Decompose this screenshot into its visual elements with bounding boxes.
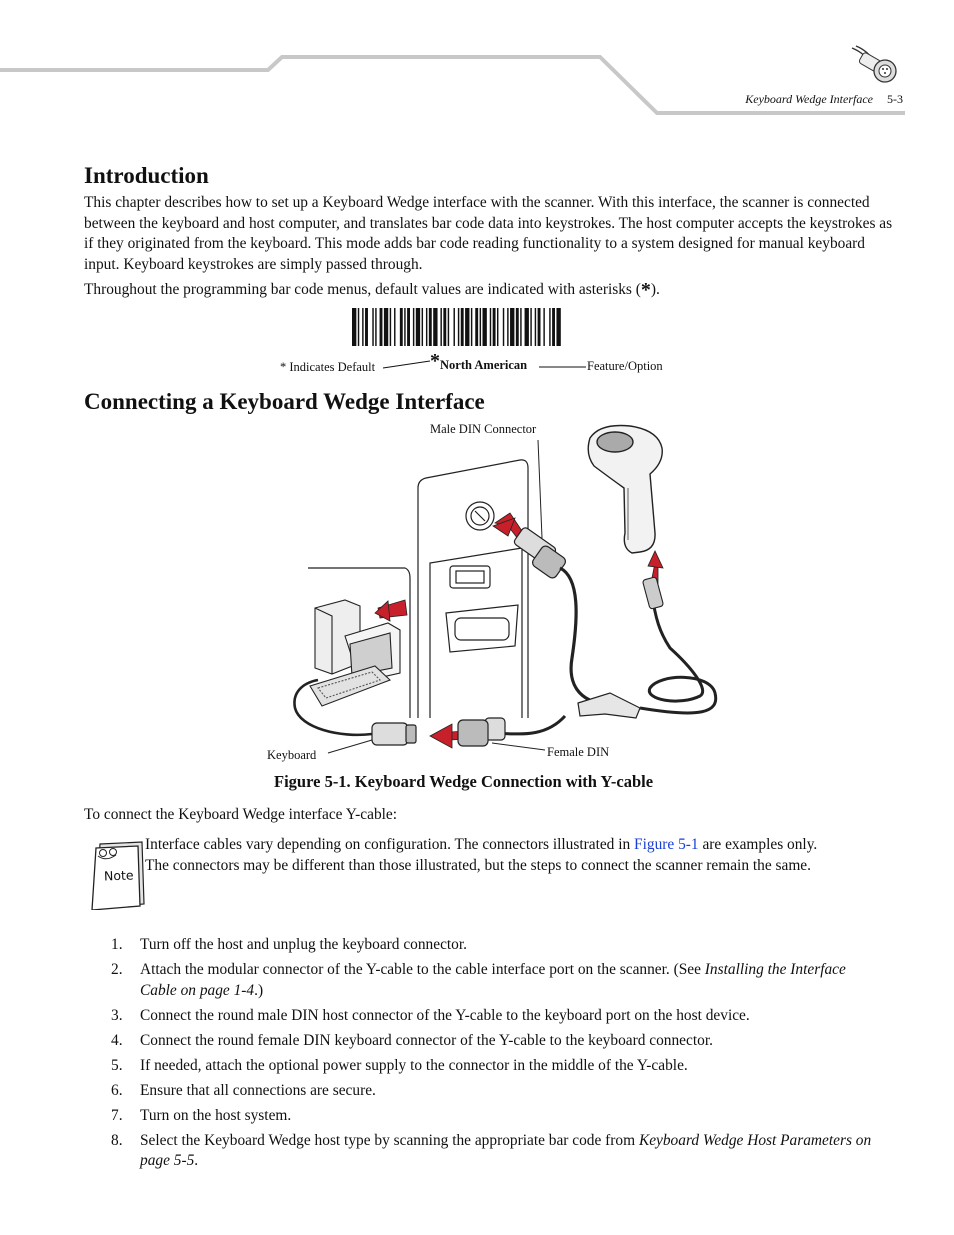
power-supply-connector <box>578 693 640 718</box>
female-din-leader <box>492 743 545 750</box>
barcode-bar <box>413 308 414 346</box>
barcode-bar <box>407 308 410 346</box>
barcode-bar <box>471 308 472 346</box>
barcode-bar <box>543 308 544 346</box>
step-item <box>84 1006 874 1027</box>
intro-paragraph: This chapter describes how to set up a Keyboard Wedge interface with the scanner. With this interface, the scanner is connected between the keyboard and host computer, and translates bar code data into keystrokes. The host computer accepts the keystrokes as if they originated from the keyboard. This mode adds bar code reading functionality to a system designed for manual keyboard input. Keyboard keystrokes are simply passed through. <box>84 194 893 273</box>
barcode-bar <box>480 308 481 346</box>
step-text: Connect the round female DIN keyboard connector of the Y-cable to the keyboard connector. <box>140 1031 713 1049</box>
step-text: Select the Keyboard Wedge host type by scanning the appropriate bar code from <box>140 1131 639 1149</box>
barcode-bar <box>375 308 376 346</box>
barcode-bar <box>507 308 508 346</box>
barcode-bar <box>510 308 514 346</box>
barcode-bar <box>394 308 395 346</box>
step-text: Attach the modular connector of the Y-cable to the cable interface port on the scanner. (See <box>140 961 705 978</box>
step-text: Turn on the host system. <box>140 1106 292 1124</box>
barcode-bar <box>552 308 555 346</box>
barcode-bar <box>362 308 363 346</box>
step-item <box>84 960 874 1001</box>
running-header <box>745 92 903 107</box>
intro-heading: Introduction <box>84 163 209 188</box>
asterisk-symbol: * <box>640 279 651 301</box>
note-text-pre: Interface cables vary depending on configuration. The connectors illustrated in <box>145 836 635 853</box>
step-item <box>84 935 874 956</box>
barcode-bar <box>556 308 560 346</box>
barcode-bar <box>384 308 388 346</box>
scanner-device <box>588 426 662 554</box>
barcode-bar <box>530 308 531 346</box>
keyboard-wedge-figure <box>260 418 740 763</box>
header-rule <box>0 0 954 130</box>
barcode-bar <box>535 308 536 346</box>
step-number: 4. <box>111 1031 123 1049</box>
barcode-bar <box>497 308 498 346</box>
note-icon-label: Note <box>103 867 134 884</box>
step-number: 6. <box>111 1081 123 1099</box>
connection-steps <box>84 935 874 1176</box>
barcode-bar <box>503 308 504 346</box>
male-din-connector <box>513 526 567 580</box>
barcode-bar <box>433 308 437 346</box>
barcode-bar <box>422 308 423 346</box>
legend-indicates-default: * Indicates Default <box>280 360 376 374</box>
barcode-bar <box>429 308 432 346</box>
label-male-din: Male DIN Connector <box>430 422 537 436</box>
step-item <box>84 1056 874 1077</box>
barcode-bar <box>520 308 521 346</box>
barcode-bar <box>358 308 359 346</box>
step-number: 5. <box>111 1056 123 1074</box>
step-reference: Keyboard Wedge Host Parameters on page 5-5 <box>140 1131 872 1169</box>
note-text-post: are examples only. The connectors may be different than those illustrated, but the steps to connect the scanner remain the same. <box>145 836 818 874</box>
barcode-bar <box>465 308 469 346</box>
step-number: 7. <box>111 1106 123 1124</box>
header-page-number: 5-3 <box>887 92 903 106</box>
step-number: 1. <box>111 936 123 953</box>
modular-connector <box>642 577 663 610</box>
barcode-bar <box>426 308 427 346</box>
barcode-bar <box>516 308 519 346</box>
sample-barcode <box>352 308 618 346</box>
asterisk-text-pre: Throughout the programming bar code menus, default values are indicated with asterisks ( <box>84 281 641 298</box>
barcode-bar <box>458 308 459 346</box>
step-text: If needed, attach the optional power supply to the connector in the middle of the Y-cable. <box>140 1056 688 1074</box>
female-din-connector <box>458 718 505 746</box>
keyboard-din-plug <box>372 723 416 745</box>
step-text: Ensure that all connections are secure. <box>140 1081 376 1099</box>
label-keyboard: Keyboard <box>267 748 317 762</box>
barcode-bar <box>352 308 356 346</box>
asterisk-text-post: ). <box>650 281 660 298</box>
step-item <box>84 1131 874 1172</box>
barcode-bar <box>549 308 550 346</box>
step-text: Turn off the host and unplug the keyboard connector. <box>140 936 467 953</box>
barcode-bar <box>475 308 478 346</box>
barcode-bar <box>416 308 420 346</box>
step-number: 2. <box>111 961 123 978</box>
step-reference: Installing the Interface Cable on page 1-4 <box>140 961 846 999</box>
barcode-bar <box>493 308 496 346</box>
barcode-bar <box>490 308 491 346</box>
cable-connector-icon <box>852 46 896 82</box>
step-number: 3. <box>111 1006 123 1024</box>
barcode-bar <box>380 308 383 346</box>
figure-caption: Figure 5-1. Keyboard Wedge Connection with Y-cable <box>274 772 654 791</box>
step-number: 8. <box>111 1131 123 1149</box>
step-text: Connect the round male DIN host connector of the Y-cable to the keyboard port on the host device. <box>140 1006 750 1024</box>
barcode-bar <box>372 308 373 346</box>
barcode-bar <box>440 308 441 346</box>
step-text-after: . <box>194 1152 199 1169</box>
note-text <box>145 835 835 876</box>
label-female-din: Female DIN <box>547 745 610 759</box>
barcode-bar <box>525 308 529 346</box>
barcode-bar <box>538 308 541 346</box>
connect-heading: Connecting a Keyboard Wedge Interface <box>84 389 485 414</box>
asterisk-paragraph <box>84 280 899 301</box>
barcode-bar <box>448 308 449 346</box>
step-item <box>84 1106 874 1127</box>
figure-link[interactable]: Figure 5-1 <box>634 836 699 853</box>
header-section-title: Keyboard Wedge Interface <box>745 92 873 106</box>
barcode-bar <box>400 308 403 346</box>
lead-in: To connect the Keyboard Wedge interface Y-cable: <box>84 806 398 823</box>
barcode-bar <box>404 308 405 346</box>
step-text-after: .) <box>254 981 264 999</box>
legend-asterisk: * <box>430 350 440 372</box>
keyboard-leader <box>328 740 372 753</box>
barcode-bar <box>483 308 487 346</box>
step-item <box>84 1031 874 1052</box>
barcode-bar <box>365 308 368 346</box>
barcode-bar <box>443 308 446 346</box>
legend-feature-option: Feature/Option <box>587 359 663 373</box>
barcode-bar <box>454 308 455 346</box>
legend-option-name: North American <box>440 358 528 372</box>
barcode-bar <box>461 308 464 346</box>
step-item <box>84 1081 874 1102</box>
barcode-bar <box>390 308 391 346</box>
male-din-leader <box>538 440 542 538</box>
